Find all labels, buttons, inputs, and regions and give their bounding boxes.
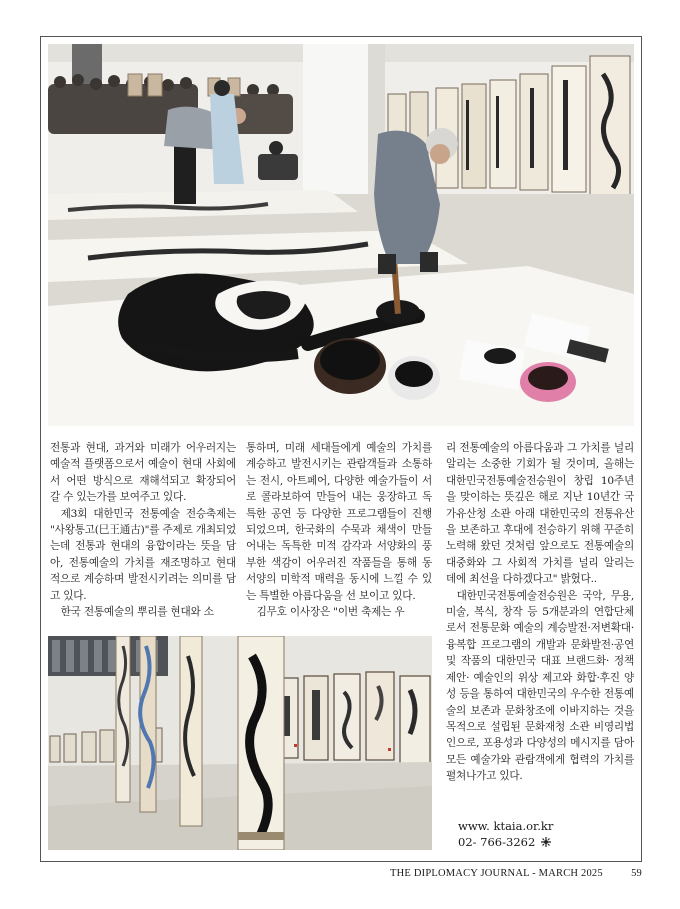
website-link[interactable]: www. ktaia.or.kr: [458, 819, 554, 833]
paragraph: 한국 전통예술의 뿌리를 현대와 소: [60, 606, 214, 619]
article-column-1: [50, 440, 236, 620]
exhibition-hall-photo: [48, 636, 432, 850]
contact-info: [458, 818, 553, 850]
article-column-3: [446, 440, 634, 785]
paragraph: 리 전통예술의 아름다움과 그 가치를 널리 알리는 소중한 기회가 될 것이며, 올해는 대한민국전통예술전승원이 창립 10주년을 맞이하는 뜻깊은 해로 지난 10년간 국가유산청 소관 아래 대한민국의 전통유산을 보존하고 후대에 전승하기 위해 꾸준히 노력해 왔던 것처럼 앞으로도 전통예술의 대중화와 그 사회적 가치를 널리 알리는 데에 최선을 다하겠다고" 밝혔다..: [446, 442, 634, 586]
paragraph: 전통과 현대, 과거와 미래가 어우러지는 예술적 플랫폼으로서 예술이 현대 사회에서 어떤 방식으로 재해석되고 확장되어 갈 수 있는가를 보여주고 있다.: [50, 442, 236, 504]
article-column-2: [246, 440, 432, 620]
publication-name: THE DIPLOMACY JOURNAL - MARCH 2025: [390, 868, 603, 879]
paragraph: 대한민국전통예술전승원은 국악, 무용, 미술, 복식, 창작 등 5개분과의 연합단체로서 전통문화 예술의 계승발전·저변확대·융복합 프로그램의 개발과 문화발전·공연 및 작품의 대한민국 대표 브랜드화· 정책 제안· 예술인의 위상 제고와 화합·후진 양성 등을 통하여 대한민국의 우수한 전통예술의 보존과 문화창조에 이바지하는 것을 목적으로 설립된 문화재청 소관 비영리법인으로, 포용성과 다양성의 메시지를 담아 모든 예술가와 관람객에게 협력의 가치를 펼쳐나가고 있다.: [446, 589, 634, 783]
paragraph: 통하며, 미래 세대들에게 예술의 가치를 계승하고 발전시키는 관람객들과 소통하는 전시, 아트페어, 다양한 예술가들이 서로 콜라보하여 만들어 내는 웅장하고 독특한 공연 등 다양한 프로그램들이 진행되었으며, 한국화의 수묵과 채색이 만들어내는 독특한 미적 감각과 서양화의 풍부한 색감이 어우러진 작품들을 통해 동서양의 미학적 매력을 동시에 느낄 수 있는 특별한 아름다움을 선 보이고 있다.: [246, 442, 432, 602]
phone-number: [458, 834, 553, 850]
page-number: 59: [631, 868, 642, 879]
page-footer: [390, 868, 644, 879]
paragraph: 김무호 이사장은 "이번 축제는 우: [256, 606, 405, 619]
phone-text: 02- 766-3262: [458, 835, 536, 849]
paragraph: 제3회 대한민국 전통예술 전승축제는 "사왕통고(巳王通古)"를 주제로 개최되었는데 전통과 현대의 융합이라는 뜻을 담아, 전통예술의 가치를 재조명하고 현대적으로 계승하며 발전시키려는 의미를 담고 있다.: [50, 507, 236, 602]
organization-logo-icon: [541, 837, 551, 847]
calligraphy-performance-photo: [48, 44, 634, 426]
